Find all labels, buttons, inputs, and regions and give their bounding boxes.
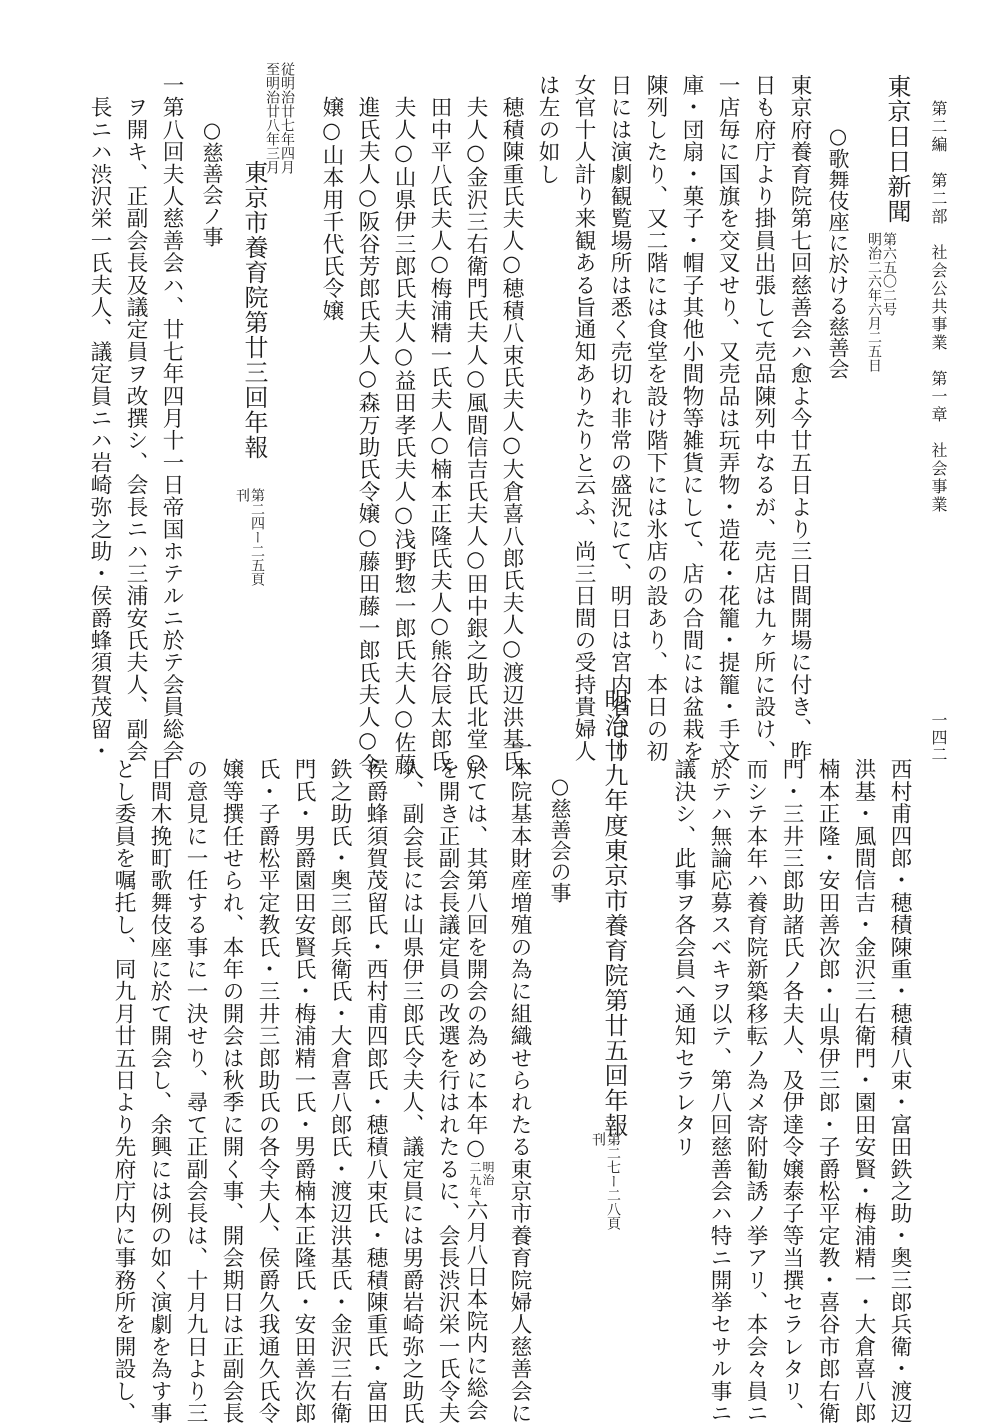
section3-line: の意見に一任する事に一決せり、尋て正副会長は、十月九日より三 (183, 736, 208, 1424)
section1-subhead: ○歌舞伎座に於ける慈善会 (826, 124, 850, 379)
section3-line-part: 六月八日本院内に総会 (463, 1199, 488, 1422)
section2-cont-line: 門・三井三郎助諸氏ノ各夫人、及伊達令嬢泰子等当撰セラレタリ、 (779, 736, 804, 1424)
section1-source-note: 第六五〇二号 明治二六年六月二五日 (866, 232, 897, 372)
section1-title: 東京日日新聞 (883, 74, 911, 224)
section3-line: 鉄之助氏・奥三郎兵衛氏・大倉喜八郎氏・渡辺洪基氏・金沢三右衛 (327, 736, 352, 1424)
section3-line: 人、副会長には山県伊三郎氏令夫人、議定員には男爵岩崎弥之助氏 (399, 736, 424, 1424)
section3-year-note: 明治 二九年 (468, 1161, 495, 1200)
section3-page-ref: 第二七ー二八頁 刊 (590, 1132, 621, 1230)
section1-line: 夫人○金沢三右衛門氏夫人○風間信吉氏夫人○田中銀之助氏北堂○ (463, 74, 488, 776)
section2-line: ヲ開キ、正副会長及議定員ヲ改撰シ、会長ニハ三浦安氏夫人、副会 (123, 74, 148, 763)
section1-line: 陳列したり、又二階には食堂を設け階下には氷店の設あり、本日の初 (643, 74, 668, 763)
section3-subhead: ○慈善会の事 (548, 774, 572, 903)
section3-line: 日間木挽町歌舞伎座に於て開会し、余興には例の如く演劇を為す事 (147, 736, 172, 1424)
section3-line (464, 736, 494, 1421)
section3-line: を開き正副会長議定員の改選を行はれたるに、会長渋沢栄一氏令夫 (435, 736, 460, 1424)
section3-line: 嬢等撰任せられ、本年の開会は秋季に開く事、開会期日は正副会長 (219, 736, 244, 1424)
section1-line: 田中平八氏夫人○梅浦精一氏夫人○楠本正隆氏夫人○熊谷辰太郎氏 (427, 74, 452, 773)
running-head: 第二編 第二部 社会公共事業 第一章 社会事業 (929, 100, 948, 514)
section3-line: 一本院基本財産増殖の為に組織せられたる東京市養育院婦人慈善会に (507, 736, 532, 1424)
section3-line: 侯爵蜂須賀茂留氏・西村甫四郎氏・穂積八束氏・穂積陳重氏・富田 (363, 736, 388, 1424)
section2-cont-line: 西村甫四郎・穂積陳重・穂積八束・富田鉄之助・奥三郎兵衛・渡辺 (887, 736, 912, 1424)
section2-cont-line: 而シテ本年ハ養育院新築移転ノ為メ寄附勧誘ノ挙アリ、本会々員ニ (743, 736, 768, 1424)
section2-line: 一第八回夫人慈善会ハ、廿七年四月十一日帝国ホテルニ於テ会員総会 (159, 74, 184, 763)
section3-line-part: 於ては、其第八回を開会の為めに本年○ (463, 736, 488, 1162)
section2-page-ref: 第二四ー二五頁 刊 (234, 488, 265, 586)
section2-cont-line: 於テハ無論応募スベキヲ以テ、第八回慈善会ハ特ニ開挙セサル事ニ (707, 736, 732, 1424)
section3-line: 門氏・男爵園田安賢氏・梅浦精一氏・男爵楠本正隆氏・安田善次郎 (291, 736, 316, 1424)
section2-subhead: ○慈善会ノ事 (200, 118, 224, 247)
section2-line: 長ニハ渋沢栄一氏夫人、議定員ニハ岩崎弥之助・侯爵蜂須賀茂留・ (87, 74, 112, 763)
section1-line: 進氏夫人○阪谷芳郎氏夫人○森万助氏令嬢○藤田藤一郎氏夫人○令 (355, 74, 380, 776)
section1-line: 日も府庁より掛員出張して売品陳列中なるが、売店は九ヶ所に設け、 (751, 74, 776, 763)
section2-cont-line: 洪基・風間信吉・金沢三右衛門・園田安賢・梅浦精一・大倉喜八郎 (851, 736, 876, 1424)
section2-title: 東京市養育院第廿三回年報 (240, 160, 268, 460)
section1-line: 東京府養育院第七回慈善会ハ愈よ今廿五日より三日間開場に付き、昨 (787, 74, 812, 763)
section1-line: 日には演劇観覧場所は悉く売切れ非常の盛況にて、明日は宮内省より (607, 74, 632, 763)
page-number: 一四二 (929, 712, 948, 763)
section1-line: 女官十人計り来観ある旨通知ありたりと云ふ、尚三日間の受持貴婦人 (571, 74, 596, 763)
section1-line: 一店毎に国旗を交叉せり、又売品は玩弄物・造花・花籠・提籠・手文 (715, 74, 740, 763)
section2-cont-line: 楠本正隆・安田善次郎・山県伊三郎・子爵松平定教・喜谷市郎右衛 (815, 736, 840, 1424)
section1-line: は左の如し (535, 74, 560, 185)
section2-date-note: 従明治廿七年四月 至明治廿八年三月 (264, 62, 295, 174)
section2-cont-line: 議決シ、此事ヲ各会員へ通知セラレタリ (671, 736, 696, 1158)
section1-line: 夫人○山県伊三郎氏夫人○益田孝氏夫人○浅野惣一郎氏夫人○佐藤 (391, 74, 416, 776)
section1-line: 庫・団扇・菓子・帽子其他小間物等雑貨にして、店の合間には盆栽を (679, 74, 704, 763)
section3-line: 氏・子爵松平定教氏・三井三郎助氏の各令夫人、侯爵久我通久氏令 (255, 736, 280, 1424)
section3-line: とし委員を嘱托し、同九月廿五日より先府庁内に事務所を開設し、 (111, 736, 136, 1424)
section3-title: 明治廿九年度東京市養育院第廿五回年報 (600, 688, 628, 1138)
section1-line: 穂積陳重氏夫人○穂積八束氏夫人○大倉喜八郎氏夫人○渡辺洪基氏 (499, 74, 524, 773)
section1-line: 嬢○山本用千代氏令嬢 (319, 74, 344, 322)
